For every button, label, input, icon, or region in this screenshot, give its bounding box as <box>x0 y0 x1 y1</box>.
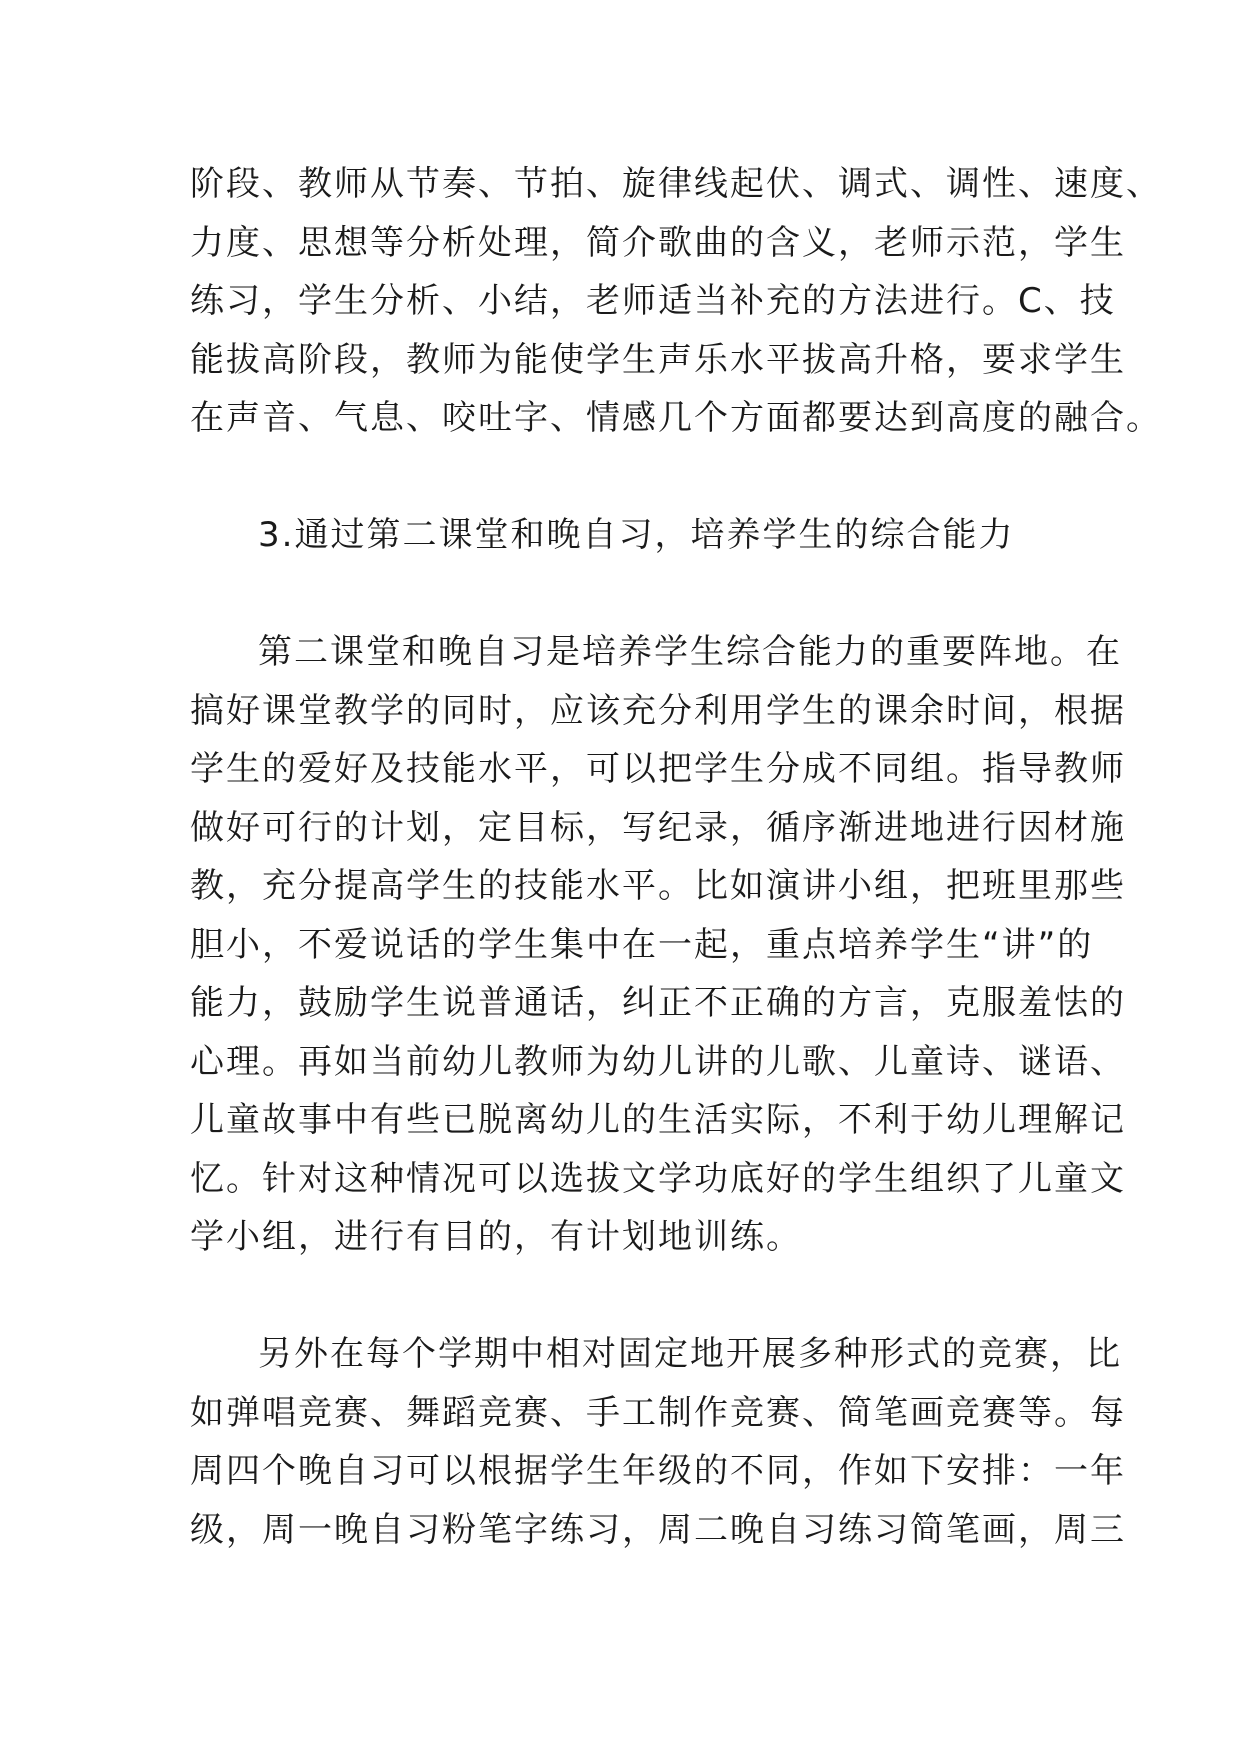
paragraph-spacer <box>190 448 1070 507</box>
text-line: 学小组，进行有目的，有计划地训练。 <box>190 1217 802 1257</box>
text-line: 能力，鼓励学生说普通话，纠正不正确的方言，克服羞怯的 <box>190 983 1126 1023</box>
paragraph-1 <box>190 155 1162 448</box>
text-line: 另外在每个学期中相对固定地开展多种形式的竞赛，比 <box>258 1334 1122 1374</box>
text-line: 做好可行的计划，定目标，写纪录，循序渐进地进行因材施 <box>190 807 1126 848</box>
text-line: 儿童故事中有些已脱离幼儿的生活实际，不利于幼儿理解记 <box>190 1100 1126 1140</box>
text-line: 周四个晚自习可以根据学生年级的不同，作如下安排：一年 <box>190 1451 1126 1491</box>
section-heading-block <box>190 506 1070 565</box>
paragraph-spacer <box>190 1267 1070 1326</box>
text-line: 第二课堂和晚自习是培养学生综合能力的重要阵地。在 <box>258 632 1122 672</box>
text-line: 级，周一晚自习粉笔字练习，周二晚自习练习简笔画，周三 <box>190 1509 1126 1550</box>
text-line: 如弹唱竞赛、舞蹈竞赛、手工制作竞赛、简笔画竞赛等。每 <box>190 1392 1126 1433</box>
text-line: 能拔高阶段，教师为能使学生声乐水平拔高升格，要求学生 <box>190 339 1126 380</box>
text-line: 搞好课堂教学的同时，应该充分利用学生的课余时间，根据 <box>190 690 1126 731</box>
paragraph-spacer <box>190 565 1070 624</box>
text-line: 力度、思想等分析处理，简介歌曲的含义，老师示范，学生 <box>190 222 1126 263</box>
text-line: 练习，学生分析、小结，老师适当补充的方法进行。C、技 <box>190 281 1116 321</box>
section-heading: 3.通过第二课堂和晚自习，培养学生的综合能力 <box>258 515 1015 555</box>
paragraph-2 <box>190 623 1126 1267</box>
text-line: 忆。针对这种情况可以选拔文学功底好的学生组织了儿童文 <box>190 1158 1126 1199</box>
text-line: 在声音、气息、咬吐字、情感几个方面都要达到高度的融合。 <box>190 398 1162 438</box>
text-line: 胆小，不爱说话的学生集中在一起，重点培养学生“讲”的 <box>190 924 1094 965</box>
paragraph-3 <box>190 1325 1126 1559</box>
document-body <box>190 155 1162 1559</box>
text-line: 教，充分提高学生的技能水平。比如演讲小组，把班里那些 <box>190 866 1126 906</box>
text-line: 心理。再如当前幼儿教师为幼儿讲的儿歌、儿童诗、谜语、 <box>190 1041 1126 1082</box>
text-line: 学生的爱好及技能水平，可以把学生分成不同组。指导教师 <box>190 749 1126 789</box>
text-line: 阶段、教师从节奏、节拍、旋律线起伏、调式、调性、速度、 <box>190 164 1162 204</box>
